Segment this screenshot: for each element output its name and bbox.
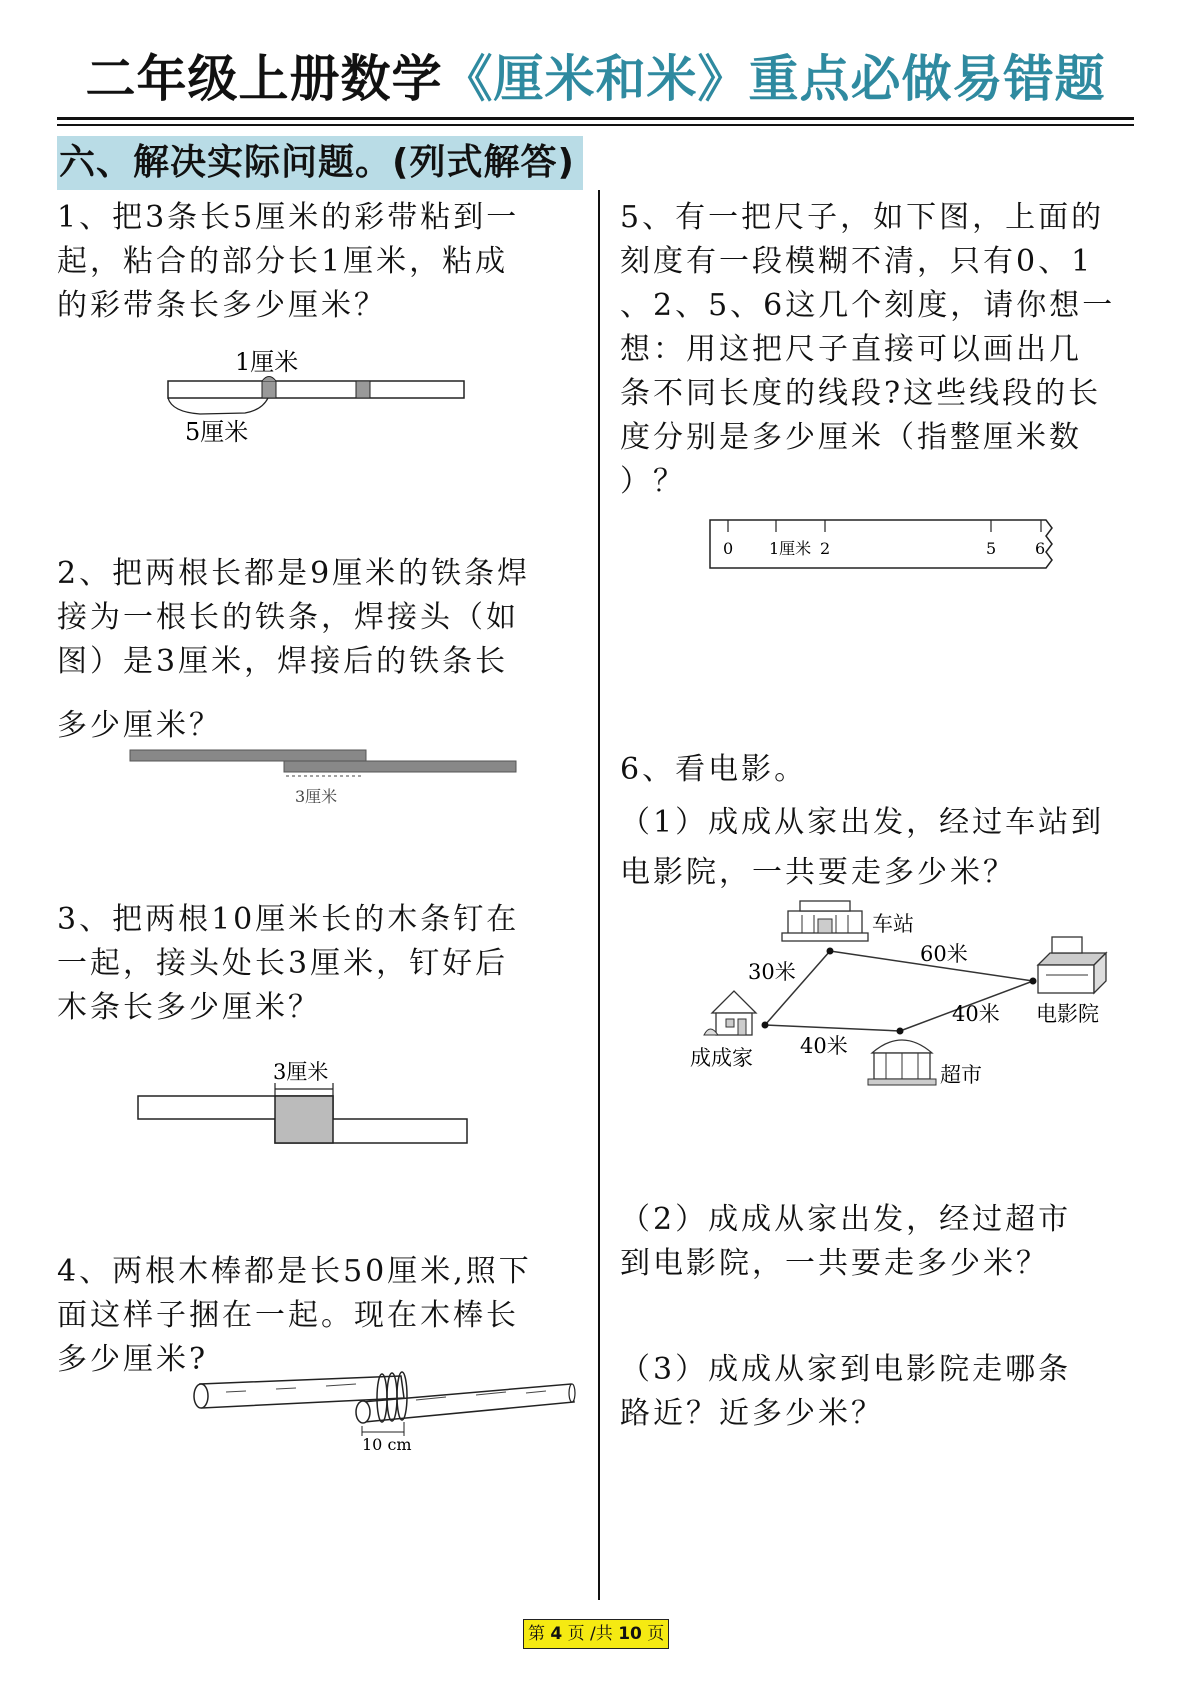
title-topic: 《厘米和米》重点必做易错题 — [442, 50, 1106, 108]
overlap-1-bump — [262, 377, 276, 382]
tick-0-label: 0 — [723, 539, 734, 558]
node-market — [897, 1028, 904, 1035]
tick-1-label: 1厘米 — [769, 539, 812, 558]
iron-bar-1 — [130, 750, 366, 761]
q2-weld-label: 3厘米 — [295, 787, 338, 806]
q6-3-line-1: （3）成成从家到电影院走哪条 — [620, 1352, 1072, 1387]
market-building-icon — [868, 1040, 936, 1085]
distance-market-cinema: 40米 — [952, 1002, 1000, 1026]
footer-total: 10 — [618, 1624, 642, 1644]
overlap-1 — [262, 381, 276, 398]
q5-line-6: 度分别是多少厘米（指整厘米数 — [620, 420, 1082, 455]
q5-line-5: 条不同长度的线段?这些线段的长 — [620, 376, 1102, 411]
question-5 — [620, 196, 1115, 504]
q4-line-2: 面这样子捆在一起。现在木棒长 — [57, 1298, 519, 1333]
length-brace — [168, 398, 268, 414]
column-divider — [598, 190, 600, 1600]
q1-overlap-label: 1厘米 — [235, 348, 299, 376]
tick-2-label: 2 — [820, 539, 831, 558]
stick-1-end — [194, 1384, 208, 1408]
q1-line-2: 起，粘合的部分长1厘米，粘成 — [57, 244, 509, 279]
q5-line-7: ）？ — [620, 464, 686, 499]
q3-line-3: 木条长多少厘米？ — [57, 990, 321, 1025]
q3-wood-figure — [135, 1058, 475, 1148]
q2-line-3: 图）是3厘米，焊接后的铁条长 — [57, 644, 509, 679]
q1-ribbon-figure — [150, 338, 480, 448]
station-label: 车站 — [872, 912, 914, 936]
station-building-icon — [782, 901, 868, 941]
footer-suffix: 页 — [647, 1624, 665, 1644]
page-title — [0, 44, 1191, 114]
q3-line-1: 3、把两根10厘米长的木条钉在 — [57, 902, 520, 937]
title-rule-thick — [57, 117, 1134, 120]
question-2 — [57, 552, 530, 748]
node-home — [762, 1022, 769, 1029]
q6-1-line-2: 电影院，一共要走多少米？ — [620, 855, 1016, 890]
stick-2-end — [356, 1401, 370, 1423]
question-6-part-3 — [620, 1348, 1071, 1436]
q1-line-1: 1、把3条长5厘米的彩带粘到一 — [57, 200, 520, 235]
section-heading: 六、解决实际问题。(列式解答) — [57, 136, 583, 190]
q5-line-4: 想：用这把尺子直接可以画出几 — [620, 332, 1082, 367]
q3-joint-label: 3厘米 — [273, 1060, 329, 1084]
q4-sticks-figure — [186, 1362, 586, 1452]
q4-bind-label: 10 cm — [362, 1435, 412, 1452]
tick-6-label: 6 — [1035, 539, 1046, 558]
q2-iron-bar-figure — [120, 744, 530, 810]
q5-line-2: 刻度有一段模糊不清，只有0、1 — [620, 244, 1094, 279]
q4-line-3: 多少厘米? — [57, 1342, 209, 1377]
distance-home-station: 30米 — [748, 960, 796, 984]
q2-line-1: 2、把两根长都是9厘米的铁条焊 — [57, 556, 531, 591]
question-1 — [57, 196, 519, 328]
title-rule-thin — [57, 124, 1134, 126]
overlap-2 — [356, 381, 370, 398]
footer-page: 4 — [550, 1624, 563, 1644]
question-6-part-1 — [620, 798, 1104, 898]
q3-line-2: 一起，接头处长3厘米，钉好后 — [57, 946, 509, 981]
q5-ruler-figure — [706, 516, 1066, 578]
title-grade: 二年级上册数学 — [85, 50, 443, 108]
q2-line-2: 接为一根长的铁条，焊接头（如 — [57, 600, 519, 635]
q6-2-line-2: 到电影院，一共要走多少米？ — [620, 1246, 1049, 1281]
tick-5-label: 5 — [986, 539, 997, 558]
node-cinema — [1030, 978, 1037, 985]
route-home-market — [765, 1025, 900, 1031]
q6-route-map — [690, 895, 1130, 1095]
cinema-building-icon — [1038, 937, 1106, 993]
q2-line-4: 多少厘米？ — [57, 708, 222, 743]
distance-station-cinema: 60米 — [920, 942, 968, 966]
q4-line-1: 4、两根木棒都是长50厘米,照下 — [57, 1254, 532, 1289]
iron-bar-2 — [284, 761, 516, 772]
q6-3-line-2: 路近？近多少米？ — [620, 1396, 884, 1431]
cinema-label: 电影院 — [1036, 1002, 1099, 1026]
q6-1-line-1: （1）成成从家出发，经过车站到 — [620, 805, 1105, 840]
home-house-icon — [704, 991, 756, 1035]
question-3 — [57, 898, 519, 1030]
question-6-part-2 — [620, 1198, 1071, 1286]
node-station — [827, 948, 834, 955]
q5-line-1: 5、有一把尺子，如下图，上面的 — [620, 200, 1105, 235]
ruler-body — [710, 520, 1052, 568]
distance-home-market: 40米 — [800, 1034, 848, 1058]
stick-2-tip — [569, 1384, 575, 1402]
question-6-title: 6、看电影。 — [620, 752, 808, 787]
footer-prefix: 第 — [528, 1624, 545, 1644]
home-label: 成成家 — [690, 1046, 753, 1070]
market-label: 超市 — [940, 1063, 982, 1087]
joint-area — [275, 1096, 333, 1143]
q1-line-3: 的彩带条长多少厘米？ — [57, 288, 387, 323]
q6-2-line-1: （2）成成从家出发，经过超市 — [620, 1202, 1072, 1237]
q5-line-3: 、2、5、6这几个刻度，请你想一 — [620, 288, 1116, 323]
footer-mid: 页 /共 — [567, 1624, 613, 1644]
page-number-badge — [523, 1619, 669, 1649]
ribbon-strip — [168, 381, 464, 398]
q1-length-label: 5厘米 — [185, 418, 249, 446]
